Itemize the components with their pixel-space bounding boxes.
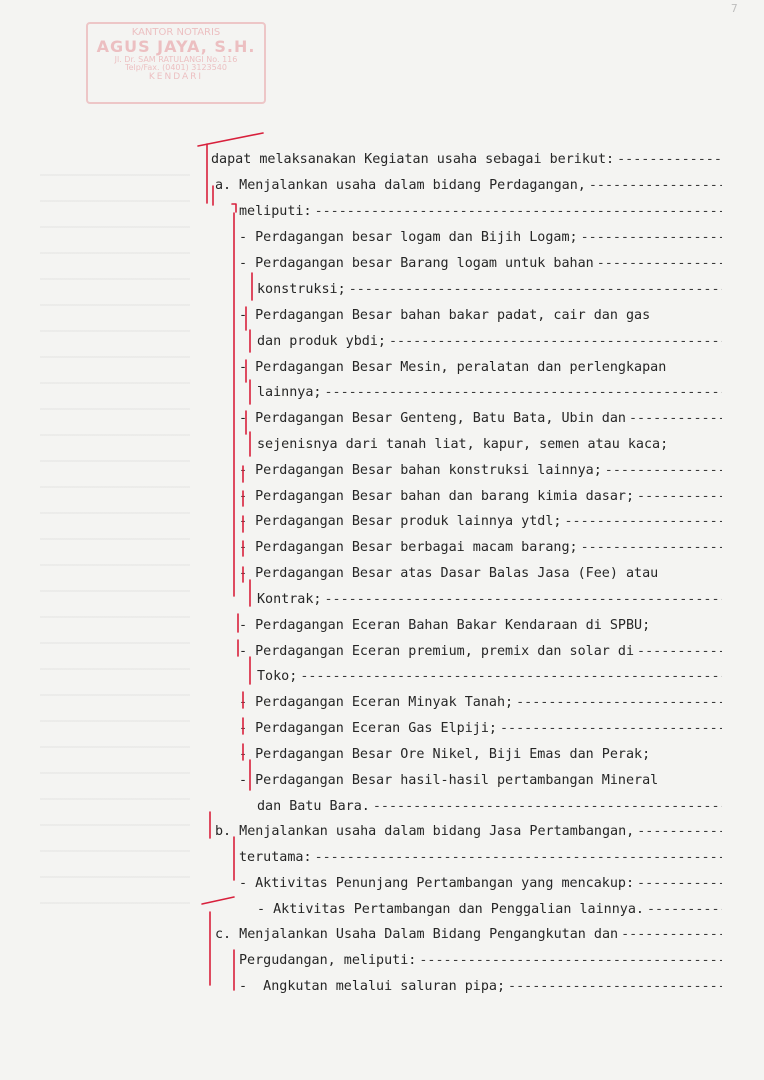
line-text: - Perdagangan Besar bahan bakar padat, cair dan gas (239, 308, 651, 323)
line-text: dan Batu Bara. (257, 799, 370, 814)
line-text: terutama: (239, 850, 312, 865)
line-text: a. Menjalankan usaha dalam bidang Perdagangan, (215, 178, 586, 193)
line-text: - Aktivitas Penunjang Pertambangan yang mencakup: (239, 876, 635, 891)
line-text: - Perdagangan Eceran Minyak Tanah; (239, 695, 514, 710)
stamp-line-3: Jl. Dr. SAM RATULANGI No. 116 (114, 54, 238, 64)
line-text: - Perdagangan Besar produk lainnya ytdl; (239, 514, 562, 529)
line-text: Pergudangan, meliputi: (239, 953, 417, 968)
line-text: - Perdagangan Besar berbagai macam barang; (239, 540, 578, 555)
line-text: - Perdagangan Besar hasil-hasil pertambangan Mineral (239, 773, 659, 788)
stamp-line-1: KANTOR NOTARIS (131, 27, 221, 38)
line-text: - Perdagangan Besar bahan konstruksi lainnya; (239, 463, 602, 478)
line-text: - Perdagangan Besar atas Dasar Balas Jasa (Fee) atau (239, 566, 659, 581)
line-text: - Perdagangan Besar Genteng, Batu Bata, Ubin dan (239, 411, 626, 426)
line-text: - Perdagangan Eceran premium, premix dan solar di (239, 644, 635, 659)
line-text: sejenisnya dari tanah liat, kapur, semen atau kaca; (257, 437, 669, 452)
line-text: c. Menjalankan Usaha Dalam Bidang Pengangkutan dan (215, 927, 619, 942)
line-text: - Angkutan melalui saluran pipa; (239, 979, 506, 994)
stamp-line-2: AGUS JAYA, S.H. (96, 37, 256, 56)
line-text: - Perdagangan besar Barang logam untuk bahan (239, 256, 594, 271)
line-text: konstruksi; (257, 282, 346, 297)
line-text: - Perdagangan Besar Ore Nikel, Biji Emas dan Perak; (239, 747, 651, 762)
line-text: - Perdagangan Eceran Gas Elpiji; (239, 721, 497, 736)
line-text: b. Menjalankan usaha dalam bidang Jasa Pertambangan, (215, 824, 635, 839)
line-text: Toko; (257, 669, 298, 684)
line-text: - Aktivitas Pertambangan dan Penggalian lainnya. (257, 902, 644, 917)
line-text: dapat melaksanakan Kegiatan usaha sebagai berikut: (211, 152, 615, 167)
line-text: - Perdagangan Eceran Bahan Bakar Kendaraan di SPBU; (239, 618, 651, 633)
stamp-line-4: Telp/Fax. (0401) 3123540 (125, 63, 227, 73)
line-text: - Perdagangan besar logam dan Bijih Logam; (239, 230, 578, 245)
line-text: dan produk ybdi; (257, 334, 386, 349)
page-corner-mark: 7 (731, 2, 738, 15)
line-text: lainnya; (257, 385, 322, 400)
line-text: - Perdagangan Besar Mesin, peralatan dan perlengkapan (239, 360, 667, 375)
line-text: Kontrak; (257, 592, 322, 607)
stamp-line-5: KENDARI (148, 72, 204, 83)
line-text: - Perdagangan Besar bahan dan barang kimia dasar; (239, 489, 635, 504)
line-text: meliputi: (239, 204, 312, 219)
